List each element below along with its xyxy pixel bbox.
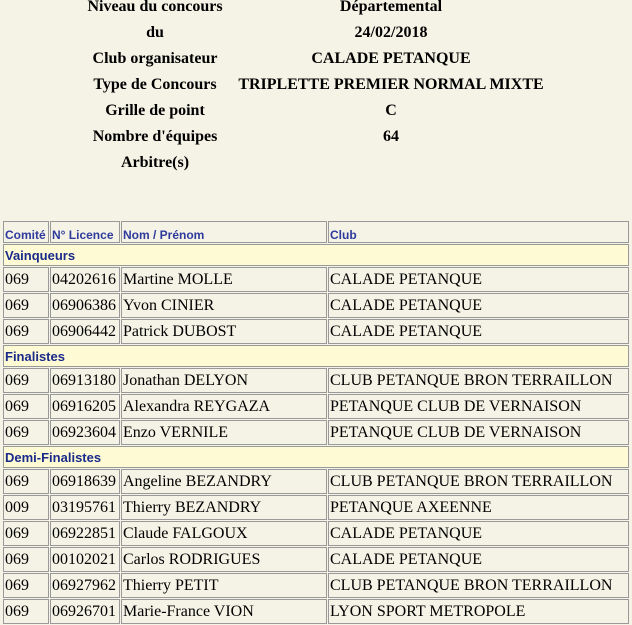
info-value: 24/02/2018 xyxy=(354,24,428,41)
header-club: Club xyxy=(328,221,629,243)
cell-club: CLUB PETANQUE BRON TERRAILLON xyxy=(328,469,629,494)
cell-name: Yvon CINIER xyxy=(121,293,327,318)
cell-licence: 06927962 xyxy=(50,573,120,598)
cell-comite: 069 xyxy=(3,469,49,494)
cell-comite: 069 xyxy=(3,420,49,445)
table-header-row xyxy=(3,221,629,243)
cell-comite: 069 xyxy=(3,293,49,318)
cell-club: CALADE PETANQUE xyxy=(328,267,629,292)
table-row xyxy=(3,599,629,624)
cell-club: CALADE PETANQUE xyxy=(328,547,629,572)
info-row-club xyxy=(0,50,632,76)
cell-club: CLUB PETANQUE BRON TERRAILLON xyxy=(328,368,629,393)
info-row-level xyxy=(0,0,632,24)
cell-name: Enzo VERNILE xyxy=(121,420,327,445)
cell-licence: 06922851 xyxy=(50,521,120,546)
cell-licence: 06913180 xyxy=(50,368,120,393)
cell-name: Claude FALGOUX xyxy=(121,521,327,546)
info-value: TRIPLETTE PREMIER NORMAL MIXTE xyxy=(238,76,544,93)
table-row xyxy=(3,495,629,520)
group-title: Vainqueurs xyxy=(3,244,629,266)
cell-comite: 069 xyxy=(3,521,49,546)
cell-name: Jonathan DELYON xyxy=(121,368,327,393)
cell-club: CALADE PETANQUE xyxy=(328,293,629,318)
cell-club: LYON SPORT METROPOLE xyxy=(328,599,629,624)
cell-name: Thierry BEZANDRY xyxy=(121,495,327,520)
table-row xyxy=(3,547,629,572)
info-row-referee xyxy=(0,154,632,180)
cell-licence: 06916205 xyxy=(50,394,120,419)
info-label: Arbitre(s) xyxy=(120,154,190,171)
table-row xyxy=(3,368,629,393)
info-row-type xyxy=(0,76,632,102)
info-value: 64 xyxy=(383,128,399,145)
cell-comite: 069 xyxy=(3,599,49,624)
cell-name: Martine MOLLE xyxy=(121,267,327,292)
cell-licence: 06918639 xyxy=(50,469,120,494)
info-label: Grille de point xyxy=(105,102,205,119)
table-row xyxy=(3,469,629,494)
cell-name: Marie-France VION xyxy=(121,599,327,624)
cell-club: CALADE PETANQUE xyxy=(328,319,629,344)
cell-club: CLUB PETANQUE BRON TERRAILLON xyxy=(328,573,629,598)
cell-comite: 069 xyxy=(3,368,49,393)
cell-comite: 069 xyxy=(3,394,49,419)
info-value: CALADE PETANQUE xyxy=(311,50,471,67)
cell-comite: 009 xyxy=(3,495,49,520)
info-row-date xyxy=(0,24,632,50)
cell-licence: 00102021 xyxy=(50,547,120,572)
cell-name: Thierry PETIT xyxy=(121,573,327,598)
table-row xyxy=(3,573,629,598)
table-row xyxy=(3,293,629,318)
cell-comite: 069 xyxy=(3,267,49,292)
header-licence: N° Licence xyxy=(50,221,120,243)
cell-licence: 06926701 xyxy=(50,599,120,624)
cell-licence: 06906386 xyxy=(50,293,120,318)
cell-club: CALADE PETANQUE xyxy=(328,521,629,546)
cell-club: PETANQUE AXEENNE xyxy=(328,495,629,520)
table-row xyxy=(3,394,629,419)
info-row-grid xyxy=(0,102,632,128)
group-row-finalists xyxy=(3,345,629,367)
cell-name: Patrick DUBOST xyxy=(121,319,327,344)
cell-club: PETANQUE CLUB DE VERNAISON xyxy=(328,420,629,445)
cell-licence: 06923604 xyxy=(50,420,120,445)
cell-name: Angeline BEZANDRY xyxy=(121,469,327,494)
results-table xyxy=(2,220,630,625)
cell-name: Alexandra REYGAZA xyxy=(121,394,327,419)
info-label: du xyxy=(146,24,164,41)
table-row xyxy=(3,267,629,292)
cell-comite: 069 xyxy=(3,547,49,572)
group-title: Finalistes xyxy=(3,345,629,367)
table-row xyxy=(3,420,629,445)
cell-name: Carlos RODRIGUES xyxy=(121,547,327,572)
info-label: Club organisateur xyxy=(92,50,218,67)
cell-licence: 03195761 xyxy=(50,495,120,520)
info-value: C xyxy=(385,102,397,119)
group-title: Demi-Finalistes xyxy=(3,446,629,468)
header-name: Nom / Prénom xyxy=(121,221,327,243)
group-row-winners xyxy=(3,244,629,266)
info-row-teams xyxy=(0,128,632,154)
cell-comite: 069 xyxy=(3,319,49,344)
info-label: Type de Concours xyxy=(93,76,217,93)
group-row-semifinalists xyxy=(3,446,629,468)
cell-licence: 06906442 xyxy=(50,319,120,344)
cell-club: PETANQUE CLUB DE VERNAISON xyxy=(328,394,629,419)
table-row xyxy=(3,521,629,546)
header-comite: Comité xyxy=(3,221,49,243)
info-label: Niveau du concours xyxy=(87,0,223,15)
cell-comite: 069 xyxy=(3,573,49,598)
table-row xyxy=(3,319,629,344)
info-value: Départemental xyxy=(339,0,443,15)
cell-licence: 04202616 xyxy=(50,267,120,292)
info-label: Nombre d'équipes xyxy=(92,128,218,145)
